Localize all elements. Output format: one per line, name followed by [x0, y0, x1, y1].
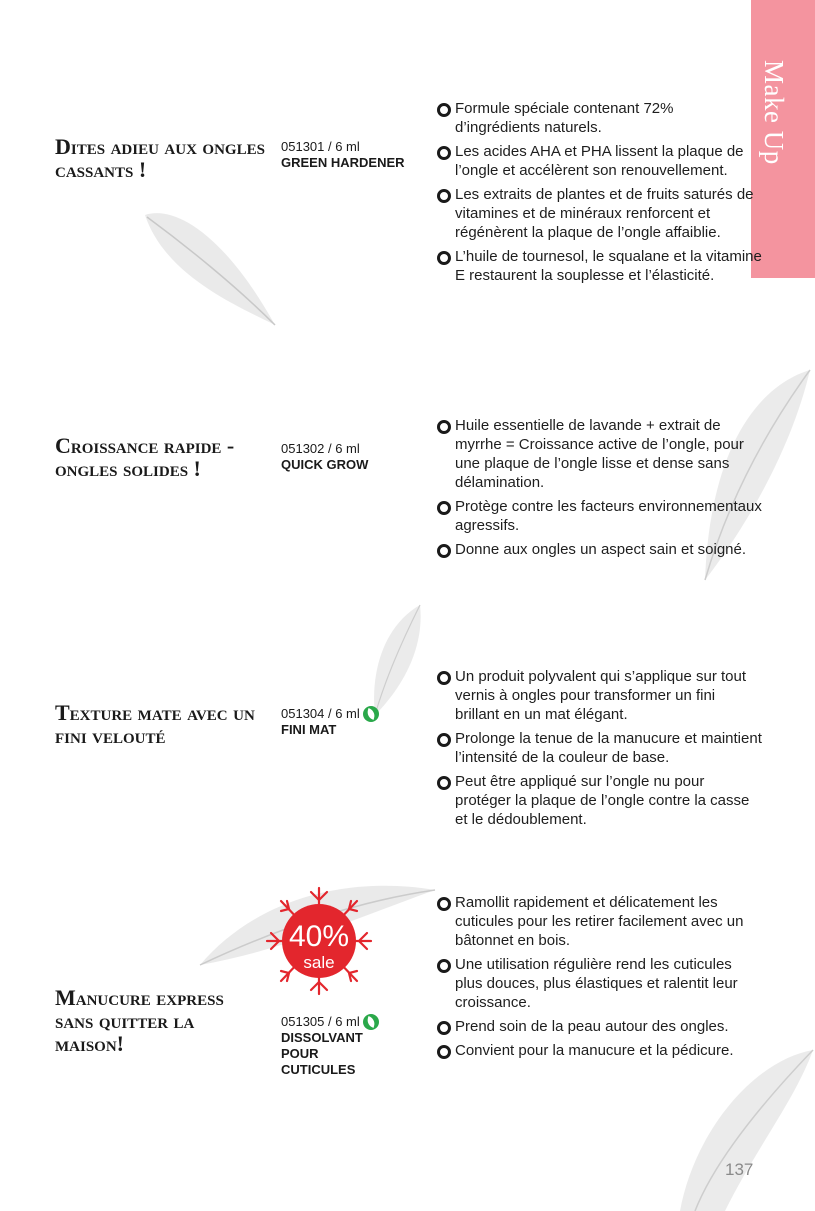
- list-item: Donne aux ongles un aspect sain et soigné.: [437, 540, 762, 559]
- sale-label: sale: [303, 953, 335, 972]
- product-name: GREEN HARDENER: [281, 155, 405, 170]
- product-reference: [281, 440, 421, 473]
- product-code: 051304 / 6 ml: [281, 705, 421, 722]
- feather-icon: [355, 600, 435, 720]
- product-name: DISSOLVANT POUR CUTICULES: [281, 1030, 363, 1077]
- sale-badge: [259, 886, 379, 996]
- product-reference: [281, 705, 421, 738]
- list-item: Convient pour la manucure et la pédicure.: [437, 1041, 762, 1060]
- bullet-icon: [437, 103, 451, 117]
- bullet-icon: [437, 420, 451, 434]
- bullet-icon: [437, 671, 451, 685]
- list-item: Prolonge la tenue de la manucure et maintient l’intensité de la couleur de base.: [437, 729, 762, 767]
- list-item: Protège contre les facteurs environnementaux agressifs.: [437, 497, 762, 535]
- product-reference: [281, 138, 421, 171]
- feature-list: [437, 667, 762, 834]
- bullet-icon: [437, 146, 451, 160]
- bullet-icon: [437, 733, 451, 747]
- sale-percent: 40%: [288, 920, 350, 953]
- product-code: 051305 / 6 ml: [281, 1013, 421, 1030]
- eco-leaf-icon: [363, 706, 379, 722]
- bullet-icon: [437, 897, 451, 911]
- list-item: Un produit polyvalent qui s’applique sur tout vernis à ongles pour transformer un fini brillant en un mat élégant.: [437, 667, 762, 724]
- bullet-icon: [437, 251, 451, 265]
- product-name: QUICK GROW: [281, 457, 369, 472]
- section-heading: Manucure express sans quitter la maison!: [55, 985, 224, 1056]
- feature-list: [437, 99, 762, 290]
- section-heading: Croissance rapide - ongles solides !: [55, 433, 235, 481]
- list-item: Les acides AHA et PHA lissent la plaque de l’ongle et accélèrent son renouvellement.: [437, 142, 762, 180]
- product-name: FINI MAT: [281, 722, 337, 737]
- list-item: Prend soin de la peau autour des ongles.: [437, 1017, 762, 1036]
- list-item: Les extraits de plantes et de fruits saturés de vitamines et de minéraux renforcent et régénèrent la plaque de l’ongle affaiblie.: [437, 185, 762, 242]
- list-item: Peut être appliqué sur l’ongle nu pour protéger la plaque de l’ongle contre la casse et le dédoublement.: [437, 772, 762, 829]
- bullet-icon: [437, 544, 451, 558]
- list-item: Formule spéciale contenant 72% d’ingrédients naturels.: [437, 99, 762, 137]
- bullet-icon: [437, 501, 451, 515]
- product-code: 051301 / 6 ml: [281, 139, 360, 154]
- list-item: Une utilisation régulière rend les cuticules plus douces, plus élastiques et ralentit leur croissance.: [437, 955, 762, 1012]
- feather-icon: [135, 195, 285, 335]
- section-heading: Texture mate avec un fini velouté: [55, 700, 255, 748]
- page-number: 137: [725, 1160, 754, 1179]
- bullet-icon: [437, 1045, 451, 1059]
- side-tab-label: Make Up: [759, 60, 789, 165]
- bullet-icon: [437, 1021, 451, 1035]
- list-item: L’huile de tournesol, le squalane et la vitamine E restaurent la souplesse et l’élasticité.: [437, 247, 762, 285]
- feature-list: [437, 416, 762, 564]
- bullet-icon: [437, 189, 451, 203]
- product-reference: [281, 1013, 421, 1078]
- eco-leaf-icon: [363, 1014, 379, 1030]
- bullet-icon: [437, 776, 451, 790]
- feather-icon: [665, 1040, 815, 1211]
- list-item: Ramollit rapidement et délicatement les cuticules pour les retirer facilement avec un bâtonnet en bois.: [437, 893, 762, 950]
- section-heading: Dites adieu aux ongles cassants !: [55, 134, 265, 182]
- product-code: 051302 / 6 ml: [281, 441, 360, 456]
- bullet-icon: [437, 959, 451, 973]
- list-item: Huile essentielle de lavande + extrait de myrrhe = Croissance active de l’ongle, pour une plaque de l’ongle lisse et dense sans délamination.: [437, 416, 762, 492]
- feature-list: [437, 893, 762, 1065]
